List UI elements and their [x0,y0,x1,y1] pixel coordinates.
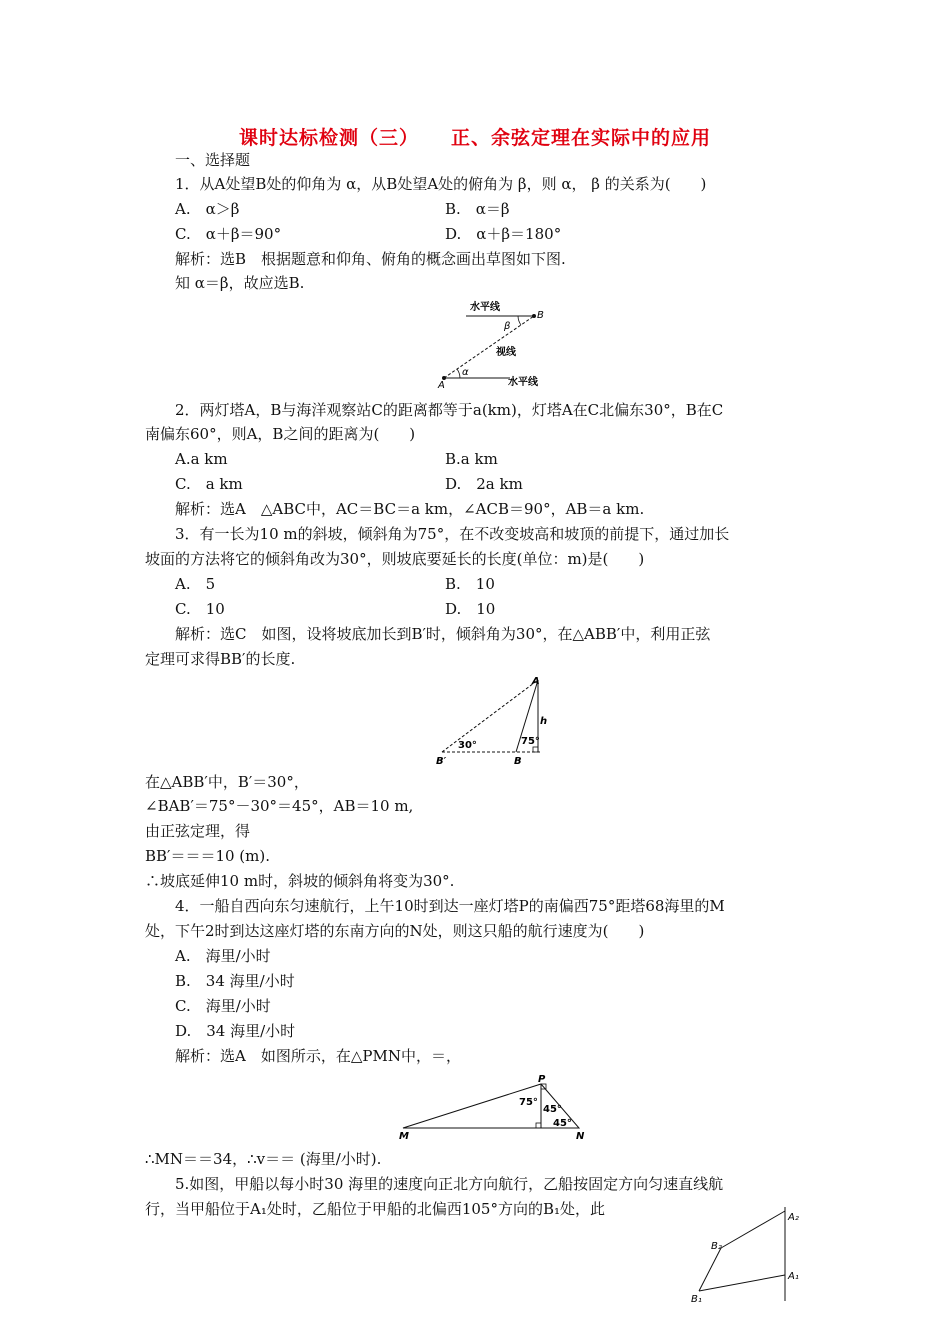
q4-label-45-top: 45° [543,1104,562,1115]
q5-stem-line1: 5.如图，甲船以每小时30 海里的速度向正北方向航行，乙船按固定方向匀速直线航 [175,1175,724,1193]
q1-label-a: A [438,380,445,390]
q3-option-c: C. 10 [175,600,225,618]
q2-option-c: C. a km [175,475,243,493]
q3-label-a: A [532,676,540,687]
q4-option-b: B. 34 海里/小时 [175,972,295,990]
q4-solution: 解析：选A 如图所示，在△PMN中，＝， [175,1047,461,1065]
q2-stem-line1: 2．两灯塔A，B与海洋观察站C的距离都等于a(km)，灯塔A在C北偏东30°，B在C [175,401,724,419]
q4-label-n: N [576,1131,585,1142]
q4-label-m: M [399,1131,409,1142]
q1-sight-line [444,316,534,378]
q5-label-a2: A₂ [788,1212,799,1223]
q1-solution-line2: 知 α＝β，故应选B. [175,274,305,292]
q5-ships-figure [685,1205,815,1305]
q3-work-line2: ∠BAB′＝75°－30°＝45°，AB＝10 m, [145,797,414,815]
q2-stem-line2: 南偏东60°，则A，B之间的距离为( ) [145,425,416,443]
q4-label-75: 75° [519,1097,538,1108]
q5-b2-a2-line [721,1211,785,1248]
q5-label-b2: B₂ [711,1241,722,1252]
q4-stem-line2: 处，下午2时到达这座灯塔的东南方向的N处，则这只船的航行速度为( ) [145,922,645,940]
q1-label-horizontal-top: 水平线 [470,302,500,313]
q3-work-line4: BB′＝＝＝10 (m). [145,847,271,865]
q1-label-beta: β [504,321,511,332]
q5-label-b1: B₁ [691,1294,702,1305]
page-title [0,123,950,150]
q1-solution-line1: 解析：选B 根据题意和仰角、俯角的概念画出草图如下图. [175,250,566,268]
q1-label-b: B [537,310,544,321]
q3-work-line3: 由正弦定理，得 [145,822,251,840]
q4-label-45-bottom: 45° [553,1118,572,1129]
q3-slope-figure [430,672,555,768]
q3-option-b: B. 10 [445,575,495,593]
q3-solution-line1: 解析：选C 如图，设将坡底加长到B′时，倾斜角为30°，在△ABB′中，利用正弦 [175,625,711,643]
q3-label-h: h [540,716,548,727]
q1-option-c: C. α＋β＝90° [175,225,282,243]
q3-work-line1: 在△ABB′中，B′＝30°， [145,773,309,791]
q5-b1-b2-line [699,1248,721,1291]
q3-work-line5: ∴坡底延伸10 m时，斜坡的倾斜角将变为30°. [145,872,455,890]
q4-stem-line1: 4．一船自西向东匀速航行，上午10时到达一座灯塔P的南偏西75°距塔68海里的M [175,897,725,915]
q1-label-horizontal-bottom: 水平线 [508,377,538,388]
title-part2: 正、余弦定理在实际中的应用 [451,127,712,149]
q5-stem-line2: 行，当甲船位于A₁处时，乙船位于甲船的北偏西105°方向的B₁处，此 [145,1200,606,1218]
q2-solution: 解析：选A △ABC中，AC＝BC＝a km，∠ACB＝90°，AB＝a km. [175,500,645,518]
q2-option-a: A.a km [175,450,228,468]
q3-label-b-prime: B′ [436,756,447,767]
q1-stem: 1．从A处望B处的仰角为 α，从B处望A处的俯角为 β，则 α， β 的关系为( ) [175,175,707,193]
q4-label-p: P [538,1074,546,1085]
q3-label-30: 30° [458,740,477,751]
q4-triangle-figure [395,1072,595,1144]
q4-option-a: A. 海里/小时 [175,947,271,965]
q3-option-a: A. 5 [175,575,216,593]
q4-option-d: D. 34 海里/小时 [175,1022,296,1040]
q1-label-sight: 视线 [496,347,516,358]
q3-stem-line2: 坡面的方法将它的倾斜角改为30°，则坡底要延长的长度(单位：m)是( ) [145,550,645,568]
q2-option-b: B.a km [445,450,498,468]
q1-point-b [532,314,536,318]
q3-option-d: D. 10 [445,600,496,618]
q1-angle-figure [430,298,560,390]
q4-option-c: C. 海里/小时 [175,997,271,1015]
section-heading: 一、选择题 [175,151,251,169]
q2-option-d: D. 2a km [445,475,523,493]
q3-label-b: B [514,756,522,767]
q1-label-alpha: α [462,367,469,378]
q3-stem-line1: 3．有一长为10 m的斜坡，倾斜角为75°，在不改变坡高和坡顶的前提下，通过加长 [175,525,730,543]
q5-label-a1: A₁ [788,1271,799,1282]
q1-option-b: B. α＝β [445,200,510,218]
title-part1: 课时达标检测（三） [238,127,419,149]
q5-b1-a1-line [699,1275,785,1291]
q1-option-d: D. α＋β＝180° [445,225,562,243]
q3-solution-line2: 定理可求得BB′的长度. [145,650,296,668]
q4-work-line1: ∴MN＝＝34，∴v＝＝ (海里/小时). [145,1150,382,1168]
q3-label-75: 75° [521,736,540,747]
q1-option-a: A. α＞β [175,200,240,218]
